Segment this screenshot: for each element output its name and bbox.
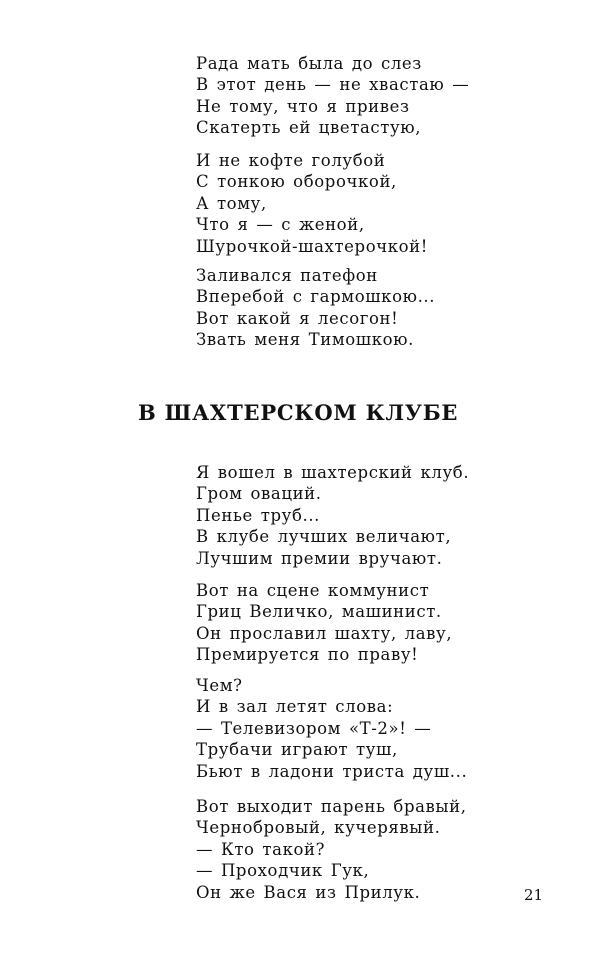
- verse-line: Что я — с женой,: [196, 215, 365, 235]
- verse-line: Вот какой я лесогон!: [196, 308, 399, 328]
- verse-line: А тому,: [196, 193, 267, 213]
- verse-line: Рада мать была до слез: [196, 54, 422, 73]
- verse-line: Гром оваций.: [196, 484, 322, 504]
- verse-line: Он же Вася из Прилук.: [196, 882, 421, 902]
- stanza: [196, 580, 452, 666]
- verse-line: Лучшим премии вручают.: [196, 548, 443, 568]
- verse-line: Вот на сцене коммунист: [196, 581, 430, 600]
- verse-line: Трубачи играют туш,: [196, 740, 398, 760]
- verse-line: Скатерть ей цветастую,: [196, 118, 422, 138]
- stanza: [196, 150, 428, 257]
- verse-line: В клубе лучших величают,: [196, 527, 452, 547]
- verse-line: Гриц Величко, машинист.: [196, 602, 442, 622]
- verse-line: — Кто такой?: [196, 839, 326, 859]
- verse-line: В этот день — не хвастаю —: [196, 75, 470, 95]
- verse-line: — Проходчик Гук,: [196, 861, 370, 881]
- verse-line: Он прославил шахту, лаву,: [196, 623, 453, 643]
- page-number: 21: [524, 886, 544, 904]
- stanza: [196, 796, 467, 903]
- verse-line: Вот выходит парень бравый,: [196, 797, 467, 816]
- verse-line: Пенье труб...: [196, 505, 321, 525]
- stanza: [196, 265, 435, 351]
- verse-line: Чем?: [196, 676, 243, 695]
- verse-line: — Телевизором «Т-2»! —: [196, 718, 432, 738]
- verse-line: Заливался патефон: [196, 266, 378, 285]
- verse-line: Шурочкой-шахтерочкой!: [196, 236, 429, 256]
- verse-line: Звать меня Тимошкою.: [196, 330, 414, 350]
- verse-line: Я вошел в шахтерский клуб.: [196, 463, 470, 482]
- verse-line: Премируется по праву!: [196, 645, 419, 665]
- stanza: [196, 53, 469, 139]
- verse-line: И не кофте голубой: [196, 151, 386, 170]
- verse-line: С тонкою оборочкой,: [196, 172, 397, 192]
- poem-title: В ШАХТЕРСКОМ КЛУБЕ: [138, 400, 459, 425]
- verse-line: Чернобровый, кучерявый.: [196, 818, 441, 838]
- stanza: [196, 675, 467, 782]
- verse-line: Вперебой с гармошкою...: [196, 287, 436, 307]
- verse-line: Бьют в ладони триста душ...: [196, 761, 468, 781]
- verse-line: И в зал летят слова:: [196, 697, 394, 717]
- verse-line: Не тому, что я привез: [196, 96, 410, 116]
- stanza: [196, 462, 469, 569]
